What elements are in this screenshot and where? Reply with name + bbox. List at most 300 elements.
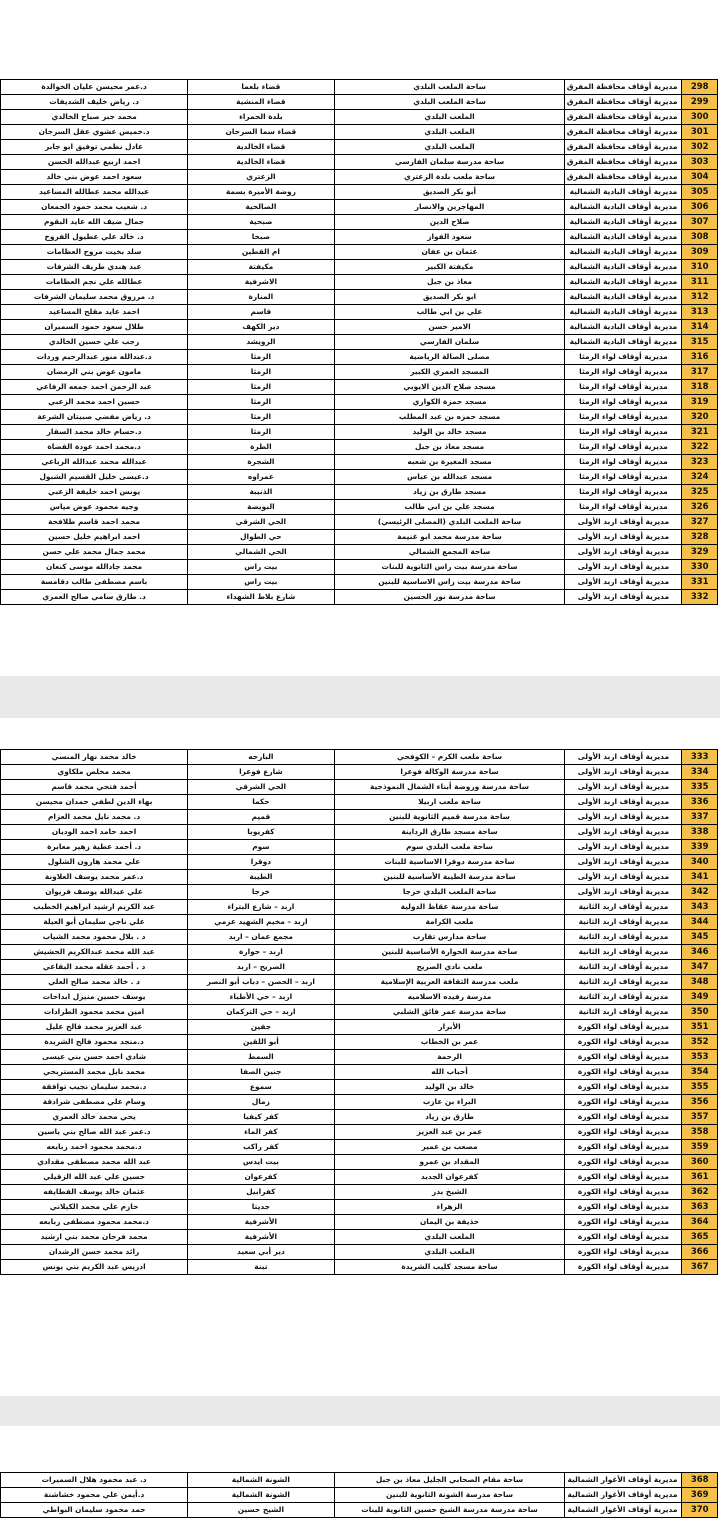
directorate-cell: مديرية أوقاف اربد الأولى <box>565 590 682 605</box>
preacher-name-cell: د.محمد سليمان نجيب توافقة <box>1 1080 188 1095</box>
preacher-name-cell: د.محمد محمود احمد ربابعه <box>1 1140 188 1155</box>
preacher-name-cell: امين محمد محمود الطرادات <box>1 1005 188 1020</box>
table-row <box>1 575 718 590</box>
directorate-cell: مديرية أوقاف اربد الأولى <box>565 515 682 530</box>
directorate-cell: مديرية أوقاف محافظة المفرق <box>565 125 682 140</box>
prayer-site-cell: ساحة مدرسة نور الحسين <box>334 590 565 605</box>
preacher-name-cell: د.محمد احمد عودة القضاة <box>1 440 188 455</box>
table-row <box>1 1260 718 1275</box>
area-cell: الرمثا <box>188 425 334 440</box>
prayer-site-cell: مكيفتة الكبير <box>334 260 565 275</box>
row-number: 333 <box>682 750 718 765</box>
row-number: 344 <box>682 915 718 930</box>
row-number: 327 <box>682 515 718 530</box>
table-row <box>1 1200 718 1215</box>
preacher-name-cell: سعود احمد عوض بني خالد <box>1 170 188 185</box>
area-cell: الطيبة <box>188 870 334 885</box>
directorate-cell: مديرية أوقاف لواء الكورة <box>565 1140 682 1155</box>
directorate-cell: مديرية أوقاف اربد الأولى <box>565 545 682 560</box>
preacher-name-cell: محمد مخلص ملكاوي <box>1 765 188 780</box>
directorate-cell: مديرية أوقاف لواء الكورة <box>565 1200 682 1215</box>
preacher-name-cell: طلال سعود حمود السميران <box>1 320 188 335</box>
assignments-table-page-1 <box>0 79 718 605</box>
preacher-name-cell: د. خالد علي عطيول الفروخ <box>1 230 188 245</box>
row-number: 306 <box>682 200 718 215</box>
area-cell: اربد – حوارة <box>188 945 334 960</box>
table-row <box>1 350 718 365</box>
table-row <box>1 1215 718 1230</box>
table-row <box>1 410 718 425</box>
row-number: 357 <box>682 1110 718 1125</box>
row-number: 360 <box>682 1155 718 1170</box>
area-cell: شارع بلاط الشهداء <box>188 590 334 605</box>
area-cell: جديتا <box>188 1200 334 1215</box>
preacher-name-cell: عبد هندي طريف الشرفات <box>1 260 188 275</box>
row-number: 354 <box>682 1065 718 1080</box>
table-row <box>1 1110 718 1125</box>
row-number: 339 <box>682 840 718 855</box>
preacher-name-cell: حسين احمد محمد الزعبي <box>1 395 188 410</box>
preacher-name-cell: مامون عوض بني الرمضان <box>1 365 188 380</box>
table-row <box>1 780 718 795</box>
directorate-cell: مديرية أوقاف الأغوار الشمالية <box>565 1503 682 1518</box>
row-number: 321 <box>682 425 718 440</box>
table-row <box>1 810 718 825</box>
directorate-cell: مديرية أوقاف لواء الرمثا <box>565 440 682 455</box>
preacher-name-cell: حازم علي محمد الكيلاني <box>1 1200 188 1215</box>
area-cell: المنارة <box>188 290 334 305</box>
directorate-cell: مديرية أوقاف الأغوار الشمالية <box>565 1488 682 1503</box>
prayer-site-cell: ساحة ملعب اربيلا <box>334 795 565 810</box>
area-cell: الرمثا <box>188 395 334 410</box>
area-cell: كفرابيل <box>188 1185 334 1200</box>
prayer-site-cell: سلمان الفارسي <box>334 335 565 350</box>
preacher-name-cell: جمال ضيف الله عايد البقوم <box>1 215 188 230</box>
row-number: 365 <box>682 1230 718 1245</box>
prayer-site-cell: ساحة مدرسة الشونة الثانوية للبنين <box>334 1488 565 1503</box>
preacher-name-cell: باسم مصطفى طالب دقامسة <box>1 575 188 590</box>
row-number: 332 <box>682 590 718 605</box>
row-number: 313 <box>682 305 718 320</box>
prayer-site-cell: ساحة مدرسة قميم الثانوية للبنين <box>334 810 565 825</box>
directorate-cell: مديرية أوقاف اربد الثانية <box>565 945 682 960</box>
table-row <box>1 960 718 975</box>
area-cell: سموع <box>188 1080 334 1095</box>
area-cell: الشونة الشمالية <box>188 1488 334 1503</box>
preacher-name-cell: ادريس عبد الكريم بني يونس <box>1 1260 188 1275</box>
row-number: 359 <box>682 1140 718 1155</box>
directorate-cell: مديرية أوقاف اربد الأولى <box>565 855 682 870</box>
table-row <box>1 1155 718 1170</box>
table-row <box>1 485 718 500</box>
table-row <box>1 1080 718 1095</box>
directorate-cell: مديرية أوقاف اربد الأولى <box>565 560 682 575</box>
row-number: 334 <box>682 765 718 780</box>
area-cell: دير الكهف <box>188 320 334 335</box>
area-cell: دوقرا <box>188 855 334 870</box>
preacher-name-cell: وسام علي مصطفى شرادقة <box>1 1095 188 1110</box>
row-number: 352 <box>682 1035 718 1050</box>
preacher-name-cell: د. شعيب محمد حمود الجمعان <box>1 200 188 215</box>
row-number: 368 <box>682 1473 718 1488</box>
prayer-site-cell: ساحة مسجد كليب الشريدة <box>334 1260 565 1275</box>
table-row <box>1 1185 718 1200</box>
directorate-cell: مديرية أوقاف لواء الكورة <box>565 1185 682 1200</box>
table-row <box>1 125 718 140</box>
directorate-cell: مديرية أوقاف البادية الشمالية <box>565 230 682 245</box>
area-cell: تبنة <box>188 1260 334 1275</box>
directorate-cell: مديرية أوقاف اربد الأولى <box>565 870 682 885</box>
prayer-site-cell: مسجد خالد بن الوليد <box>334 425 565 440</box>
preacher-name-cell: د. رياض مفضي صبيتان الشرعة <box>1 410 188 425</box>
row-number: 340 <box>682 855 718 870</box>
prayer-site-cell: مسجد حمزة الكواري <box>334 395 565 410</box>
directorate-cell: مديرية أوقاف لواء الرمثا <box>565 425 682 440</box>
directorate-cell: مديرية أوقاف اربد الأولى <box>565 810 682 825</box>
row-number: 338 <box>682 825 718 840</box>
table-row <box>1 215 718 230</box>
directorate-cell: مديرية أوقاف لواء الكورة <box>565 1065 682 1080</box>
preacher-name-cell: احمد ابراهيم خليل حسين <box>1 530 188 545</box>
preacher-name-cell: د.عمر محمد يوسف العلاونة <box>1 870 188 885</box>
directorate-cell: مديرية أوقاف اربد الأولى <box>565 750 682 765</box>
preacher-name-cell: رائد محمد حسن الرشدان <box>1 1245 188 1260</box>
area-cell: الرويشد <box>188 335 334 350</box>
directorate-cell: مديرية أوقاف اربد الثانية <box>565 930 682 945</box>
table-row <box>1 320 718 335</box>
preacher-name-cell: محمد فرحان محمد بني ارشيد <box>1 1230 188 1245</box>
table-row <box>1 765 718 780</box>
directorate-cell: مديرية أوقاف لواء الرمثا <box>565 395 682 410</box>
prayer-site-cell: ابو بكر الصديق <box>334 290 565 305</box>
prayer-site-cell: البراء بن عازب <box>334 1095 565 1110</box>
preacher-name-cell: محمد جادالله موسى كنعان <box>1 560 188 575</box>
directorate-cell: مديرية أوقاف البادية الشمالية <box>565 290 682 305</box>
area-cell: زمال <box>188 1095 334 1110</box>
area-cell: قضاء سما السرحان <box>188 125 334 140</box>
table-row <box>1 1170 718 1185</box>
area-cell: الصريح – اربد <box>188 960 334 975</box>
directorate-cell: مديرية أوقاف اربد الأولى <box>565 765 682 780</box>
prayer-site-cell: عمر بن عبد العزيز <box>334 1125 565 1140</box>
row-number: 343 <box>682 900 718 915</box>
area-cell: قضاء الخالدية <box>188 140 334 155</box>
directorate-cell: مديرية أوقاف لواء الكورة <box>565 1155 682 1170</box>
prayer-site-cell: أحباب الله <box>334 1065 565 1080</box>
row-number: 324 <box>682 470 718 485</box>
row-number: 316 <box>682 350 718 365</box>
prayer-site-cell: عثمان بن عفان <box>334 245 565 260</box>
area-cell: الرمثا <box>188 410 334 425</box>
directorate-cell: مديرية أوقاف البادية الشمالية <box>565 320 682 335</box>
prayer-site-cell: ساحة مدرسة مدرسة الشيخ حسين الثانوية للبنات <box>334 1503 565 1518</box>
row-number: 335 <box>682 780 718 795</box>
table-row <box>1 870 718 885</box>
preacher-name-cell: عطالله علي نجم العظامات <box>1 275 188 290</box>
preacher-name-cell: د.أيمن علي محمود خشاشنة <box>1 1488 188 1503</box>
row-number: 317 <box>682 365 718 380</box>
table-row <box>1 1230 718 1245</box>
preacher-name-cell: د.عبدالله منور عبدالرحيم وردات <box>1 350 188 365</box>
area-cell: صبحية <box>188 215 334 230</box>
table-row <box>1 155 718 170</box>
prayer-site-cell: مصلى الصالة الرياضية <box>334 350 565 365</box>
table-row <box>1 260 718 275</box>
prayer-site-cell: ساحة الملعب البلدي (المصلى الرئيسي) <box>334 515 565 530</box>
prayer-site-cell: مسجد صلاح الدين الايوبي <box>334 380 565 395</box>
area-cell: الرمثا <box>188 365 334 380</box>
row-number: 301 <box>682 125 718 140</box>
row-number: 320 <box>682 410 718 425</box>
row-number: 342 <box>682 885 718 900</box>
preacher-name-cell: د. طارق سامي صالح العمري <box>1 590 188 605</box>
preacher-name-cell: عبد الله محمد مصطفى مقدادي <box>1 1155 188 1170</box>
table-row <box>1 500 718 515</box>
row-number: 315 <box>682 335 718 350</box>
area-cell: قضاء الخالدية <box>188 155 334 170</box>
document-page-3 <box>0 1426 720 1520</box>
table-row <box>1 1488 718 1503</box>
row-number: 361 <box>682 1170 718 1185</box>
directorate-cell: مديرية أوقاف اربد الثانية <box>565 1005 682 1020</box>
table-row <box>1 1065 718 1080</box>
prayer-site-cell: مسجد المغيرة بن شعبه <box>334 455 565 470</box>
table-row <box>1 530 718 545</box>
row-number: 336 <box>682 795 718 810</box>
prayer-site-cell: الأبرار <box>334 1020 565 1035</box>
table-row <box>1 380 718 395</box>
prayer-site-cell: ساحة مدرسة الوكالة فوعرا <box>334 765 565 780</box>
table-row <box>1 545 718 560</box>
preacher-name-cell: حمد محمود سليمان البواطي <box>1 1503 188 1518</box>
directorate-cell: مديرية أوقاف اربد الثانية <box>565 900 682 915</box>
area-cell: جنين الصفا <box>188 1065 334 1080</box>
table-row <box>1 365 718 380</box>
area-cell: الطرة <box>188 440 334 455</box>
row-number: 358 <box>682 1125 718 1140</box>
assignments-table-page-2 <box>0 749 718 1275</box>
table-row <box>1 795 718 810</box>
table-row <box>1 440 718 455</box>
directorate-cell: مديرية أوقاف لواء الكورة <box>565 1125 682 1140</box>
table-row <box>1 825 718 840</box>
area-cell: بيت ايدس <box>188 1155 334 1170</box>
preacher-name-cell: محمد جبر صباح الخالدي <box>1 110 188 125</box>
prayer-site-cell: ساحة مدارس تقارب <box>334 930 565 945</box>
preacher-name-cell: د.عيسى خليل القسيم الشبول <box>1 470 188 485</box>
directorate-cell: مديرية أوقاف الأغوار الشمالية <box>565 1473 682 1488</box>
table-row <box>1 930 718 945</box>
table-row <box>1 335 718 350</box>
prayer-site-cell: ملعب مدرسة الثقافة العربية الإسلامية <box>334 975 565 990</box>
table-row <box>1 1503 718 1518</box>
prayer-site-cell: طارق بن زياد <box>334 1110 565 1125</box>
table-row <box>1 1035 718 1050</box>
preacher-name-cell: د. عبد محمود هلال السميرات <box>1 1473 188 1488</box>
table-row <box>1 1140 718 1155</box>
row-number: 345 <box>682 930 718 945</box>
preacher-name-cell: سلد بخيت مروح العظامات <box>1 245 188 260</box>
area-cell: الحي الشرقي <box>188 515 334 530</box>
table-row <box>1 915 718 930</box>
row-number: 337 <box>682 810 718 825</box>
prayer-site-cell: مسجد عبدالله بن عباس <box>334 470 565 485</box>
row-number: 346 <box>682 945 718 960</box>
preacher-name-cell: علي ناجي سليمان أبو العيلة <box>1 915 188 930</box>
area-cell: قميم <box>188 810 334 825</box>
row-number: 325 <box>682 485 718 500</box>
table-row <box>1 170 718 185</box>
preacher-name-cell: بهاء الدين لطفي حمدان محيسن <box>1 795 188 810</box>
prayer-site-cell: ساحة ملعب بلدة الزعتري <box>334 170 565 185</box>
prayer-site-cell: كفرعوان الجديد <box>334 1170 565 1185</box>
directorate-cell: مديرية أوقاف لواء الرمثا <box>565 500 682 515</box>
table-row <box>1 305 718 320</box>
row-number: 314 <box>682 320 718 335</box>
preacher-name-cell: حسين علي عبد الله الزقيلي <box>1 1170 188 1185</box>
preacher-name-cell: عبد الله محمد عبدالكريم الحشيش <box>1 945 188 960</box>
prayer-site-cell: مصعب بن عمير <box>334 1140 565 1155</box>
prayer-site-cell: ملعب الكرامة <box>334 915 565 930</box>
area-cell: كفر الماء <box>188 1125 334 1140</box>
area-cell: اربد – الحصن – دباب أبو النصر <box>188 975 334 990</box>
prayer-site-cell: الملعب البلدي <box>334 1230 565 1245</box>
area-cell: البارحه <box>188 750 334 765</box>
row-number: 369 <box>682 1488 718 1503</box>
prayer-site-cell: مسجد حمزه بن عبد المطلب <box>334 410 565 425</box>
preacher-name-cell: احمد حامد احمد الوديان <box>1 825 188 840</box>
directorate-cell: مديرية أوقاف اربد الأولى <box>565 825 682 840</box>
prayer-site-cell: المهاجرين والانصار <box>334 200 565 215</box>
row-number: 370 <box>682 1503 718 1518</box>
directorate-cell: مديرية أوقاف البادية الشمالية <box>565 200 682 215</box>
preacher-name-cell: احمد اربيع عبدالله الحسن <box>1 155 188 170</box>
area-cell: الصالحية <box>188 200 334 215</box>
directorate-cell: مديرية أوقاف اربد الأولى <box>565 795 682 810</box>
table-row <box>1 1125 718 1140</box>
row-number: 364 <box>682 1215 718 1230</box>
prayer-site-cell: ساحة ملعب البلدي سوم <box>334 840 565 855</box>
row-number: 362 <box>682 1185 718 1200</box>
area-cell: بلدة الحمراء <box>188 110 334 125</box>
preacher-name-cell: د.عمر محيسن عليان الخوالدة <box>1 80 188 95</box>
preacher-name-cell: د . أحمد عقله محمد البقاعي <box>1 960 188 975</box>
prayer-site-cell: ساحة مدرسة عمر فائق الشلبي <box>334 1005 565 1020</box>
row-number: 308 <box>682 230 718 245</box>
preacher-name-cell: محمد جمال محمد علي حسن <box>1 545 188 560</box>
preacher-name-cell: عبد الرحمن احمد جمعه الرفاعي <box>1 380 188 395</box>
directorate-cell: مديرية أوقاف لواء الكورة <box>565 1080 682 1095</box>
row-number: 302 <box>682 140 718 155</box>
area-cell: السمط <box>188 1050 334 1065</box>
directorate-cell: مديرية أوقاف البادية الشمالية <box>565 335 682 350</box>
directorate-cell: مديرية أوقاف لواء الكورة <box>565 1170 682 1185</box>
area-cell: جفين <box>188 1020 334 1035</box>
prayer-site-cell: الملعب البلدي <box>334 140 565 155</box>
prayer-site-cell: ساحة مدرسة سلمان الفارسي <box>334 155 565 170</box>
preacher-name-cell: يحي محمد خالد العمري <box>1 1110 188 1125</box>
preacher-name-cell: د.منجد محمود فالح الشريدة <box>1 1035 188 1050</box>
table-row <box>1 975 718 990</box>
prayer-site-cell: مدرسة رفيده الاسلاميه <box>334 990 565 1005</box>
area-cell: روضة الأميرة بسمة <box>188 185 334 200</box>
preacher-name-cell: محمد نايل محمد المستريحي <box>1 1065 188 1080</box>
area-cell: أبو اللقين <box>188 1035 334 1050</box>
directorate-cell: مديرية أوقاف لواء الرمثا <box>565 470 682 485</box>
row-number: 319 <box>682 395 718 410</box>
prayer-site-cell: حذيفة بن اليمان <box>334 1215 565 1230</box>
area-cell: قاسم <box>188 305 334 320</box>
table-row <box>1 140 718 155</box>
prayer-site-cell: مسجد معاذ بن جبل <box>334 440 565 455</box>
directorate-cell: مديرية أوقاف لواء الكورة <box>565 1260 682 1275</box>
preacher-name-cell: عبد العزيز محمد فالح عليل <box>1 1020 188 1035</box>
area-cell: الشيخ حسين <box>188 1503 334 1518</box>
area-cell: الذنيبة <box>188 485 334 500</box>
directorate-cell: مديرية أوقاف لواء الرمثا <box>565 410 682 425</box>
area-cell: الرمثا <box>188 380 334 395</box>
table-row <box>1 455 718 470</box>
prayer-site-cell: ساحة مسجد طارق الرداينة <box>334 825 565 840</box>
preacher-name-cell: عبدالله محمد عبدالله الرباعي <box>1 455 188 470</box>
preacher-name-cell: يونس احمد خليفة الزعبي <box>1 485 188 500</box>
preacher-name-cell: وجيه محمود عوض مياس <box>1 500 188 515</box>
prayer-site-cell: ساحة الملعب البلدي <box>334 80 565 95</box>
area-cell: كفرعوان <box>188 1170 334 1185</box>
prayer-site-cell: الامير حسن <box>334 320 565 335</box>
preacher-name-cell: محمد احمد قاسم طلافحة <box>1 515 188 530</box>
area-cell: الأشرفية <box>188 1230 334 1245</box>
table-row <box>1 425 718 440</box>
directorate-cell: مديرية أوقاف البادية الشمالية <box>565 185 682 200</box>
preacher-name-cell: علي عبدالله يوسف فريوان <box>1 885 188 900</box>
directorate-cell: مديرية أوقاف اربد الثانية <box>565 975 682 990</box>
prayer-site-cell: ساحة المجمع الشمالي <box>334 545 565 560</box>
area-cell: بيت راس <box>188 575 334 590</box>
row-number: 349 <box>682 990 718 1005</box>
area-cell: حي الطوال <box>188 530 334 545</box>
prayer-site-cell: ساحة مدرسة وروضة أبناء الشمال النموذجية <box>334 780 565 795</box>
document-page-2 <box>0 718 720 1396</box>
prayer-site-cell: الزهراء <box>334 1200 565 1215</box>
directorate-cell: مديرية أوقاف اربد الأولى <box>565 780 682 795</box>
directorate-cell: مديرية أوقاف البادية الشمالية <box>565 305 682 320</box>
prayer-site-cell: ساحة الملعب البلدي خرجا <box>334 885 565 900</box>
area-cell: الحي الشمالي <box>188 545 334 560</box>
preacher-name-cell: د. رياض خليف الشديفات <box>1 95 188 110</box>
directorate-cell: مديرية أوقاف لواء الكورة <box>565 1035 682 1050</box>
table-row <box>1 1005 718 1020</box>
preacher-name-cell: أحمد فتحي محمد قاسم <box>1 780 188 795</box>
directorate-cell: مديرية أوقاف البادية الشمالية <box>565 245 682 260</box>
preacher-name-cell: عبدالله محمد عطالله المساعيد <box>1 185 188 200</box>
table-row <box>1 185 718 200</box>
preacher-name-cell: د . خالد محمد صالح العلي <box>1 975 188 990</box>
row-number: 366 <box>682 1245 718 1260</box>
prayer-site-cell: سعود الفواز <box>334 230 565 245</box>
preacher-name-cell: شادي احمد حسن بني عيسى <box>1 1050 188 1065</box>
table-row <box>1 200 718 215</box>
prayer-site-cell: أبو بكر الصديق <box>334 185 565 200</box>
area-cell: مكيفتة <box>188 260 334 275</box>
row-number: 347 <box>682 960 718 975</box>
preacher-name-cell: د.عمر عبد الله صالح بني ياسين <box>1 1125 188 1140</box>
table-row <box>1 245 718 260</box>
table-row <box>1 885 718 900</box>
prayer-site-cell: صلاح الدين <box>334 215 565 230</box>
directorate-cell: مديرية أوقاف اربد الثانية <box>565 915 682 930</box>
row-number: 323 <box>682 455 718 470</box>
